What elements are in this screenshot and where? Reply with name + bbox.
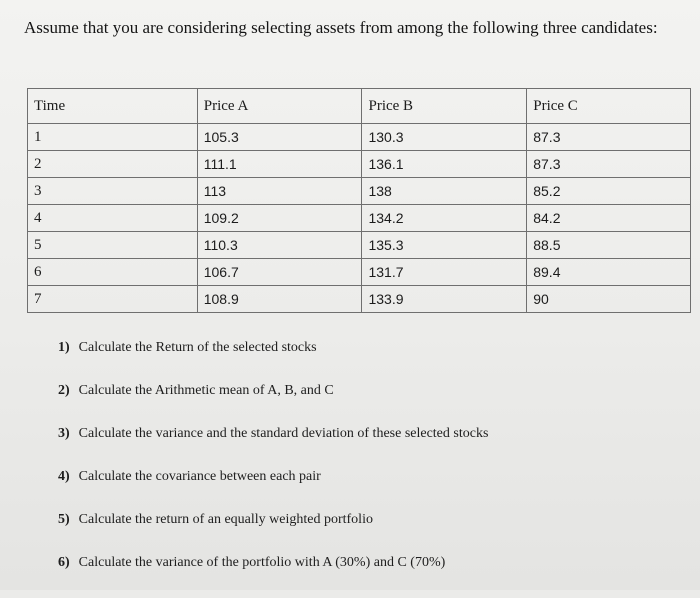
price-c-cell: 88.5 — [527, 232, 691, 259]
table-row — [28, 205, 691, 232]
list-item — [58, 383, 488, 426]
table-row — [28, 124, 691, 151]
question-list — [58, 340, 488, 598]
price-c-cell: 87.3 — [527, 124, 691, 151]
price-b-cell: 136.1 — [362, 151, 527, 178]
question-number: 1) — [58, 340, 70, 355]
column-header-price-c: Price C — [527, 89, 691, 124]
question-number: 2) — [58, 383, 70, 398]
problem-heading: Assume that you are considering selecting assets from among the following three candidates: — [24, 18, 658, 37]
list-item — [58, 512, 488, 555]
price-a-cell: 110.3 — [197, 232, 362, 259]
price-b-cell: 138 — [362, 178, 527, 205]
question-text: Calculate the Return of the selected stocks — [78, 340, 317, 355]
time-cell: 6 — [28, 259, 198, 286]
price-a-cell: 108.9 — [197, 286, 362, 313]
question-number: 4) — [58, 469, 70, 484]
column-header-time: Time — [28, 89, 198, 124]
price-a-cell: 109.2 — [197, 205, 362, 232]
list-item — [58, 469, 488, 512]
table-row — [28, 286, 691, 313]
price-c-cell: 89.4 — [527, 259, 691, 286]
time-cell: 2 — [28, 151, 198, 178]
column-header-price-b: Price B — [362, 89, 527, 124]
question-number: 6) — [58, 555, 70, 570]
question-number: 3) — [58, 426, 70, 441]
price-c-cell: 84.2 — [527, 205, 691, 232]
question-number: 5) — [58, 512, 70, 527]
question-text: Calculate the variance and the standard deviation of these selected stocks — [78, 426, 489, 441]
price-b-cell: 133.9 — [362, 286, 527, 313]
table-row — [28, 151, 691, 178]
time-cell: 7 — [28, 286, 198, 313]
price-c-cell: 85.2 — [527, 178, 691, 205]
list-item — [58, 340, 488, 383]
time-cell: 4 — [28, 205, 198, 232]
price-c-cell: 90 — [527, 286, 691, 313]
price-a-cell: 113 — [197, 178, 362, 205]
question-text: Calculate the covariance between each pair — [78, 469, 321, 484]
time-cell: 3 — [28, 178, 198, 205]
price-table — [27, 88, 691, 313]
table-row — [28, 232, 691, 259]
table-row — [28, 178, 691, 205]
price-b-cell: 130.3 — [362, 124, 527, 151]
question-text: Calculate the return of an equally weighted portfolio — [78, 512, 373, 527]
table-header-row — [28, 89, 691, 124]
price-c-cell: 87.3 — [527, 151, 691, 178]
time-cell: 5 — [28, 232, 198, 259]
time-cell: 1 — [28, 124, 198, 151]
question-text: Calculate the Arithmetic mean of A, B, and C — [78, 383, 334, 398]
price-b-cell: 134.2 — [362, 205, 527, 232]
list-item — [58, 426, 488, 469]
price-a-cell: 111.1 — [197, 151, 362, 178]
price-a-cell: 105.3 — [197, 124, 362, 151]
list-item — [58, 555, 488, 598]
price-b-cell: 135.3 — [362, 232, 527, 259]
price-a-cell: 106.7 — [197, 259, 362, 286]
table-row — [28, 259, 691, 286]
price-b-cell: 131.7 — [362, 259, 527, 286]
column-header-price-a: Price A — [197, 89, 362, 124]
question-text: Calculate the variance of the portfolio with A (30%) and C (70%) — [78, 555, 446, 570]
